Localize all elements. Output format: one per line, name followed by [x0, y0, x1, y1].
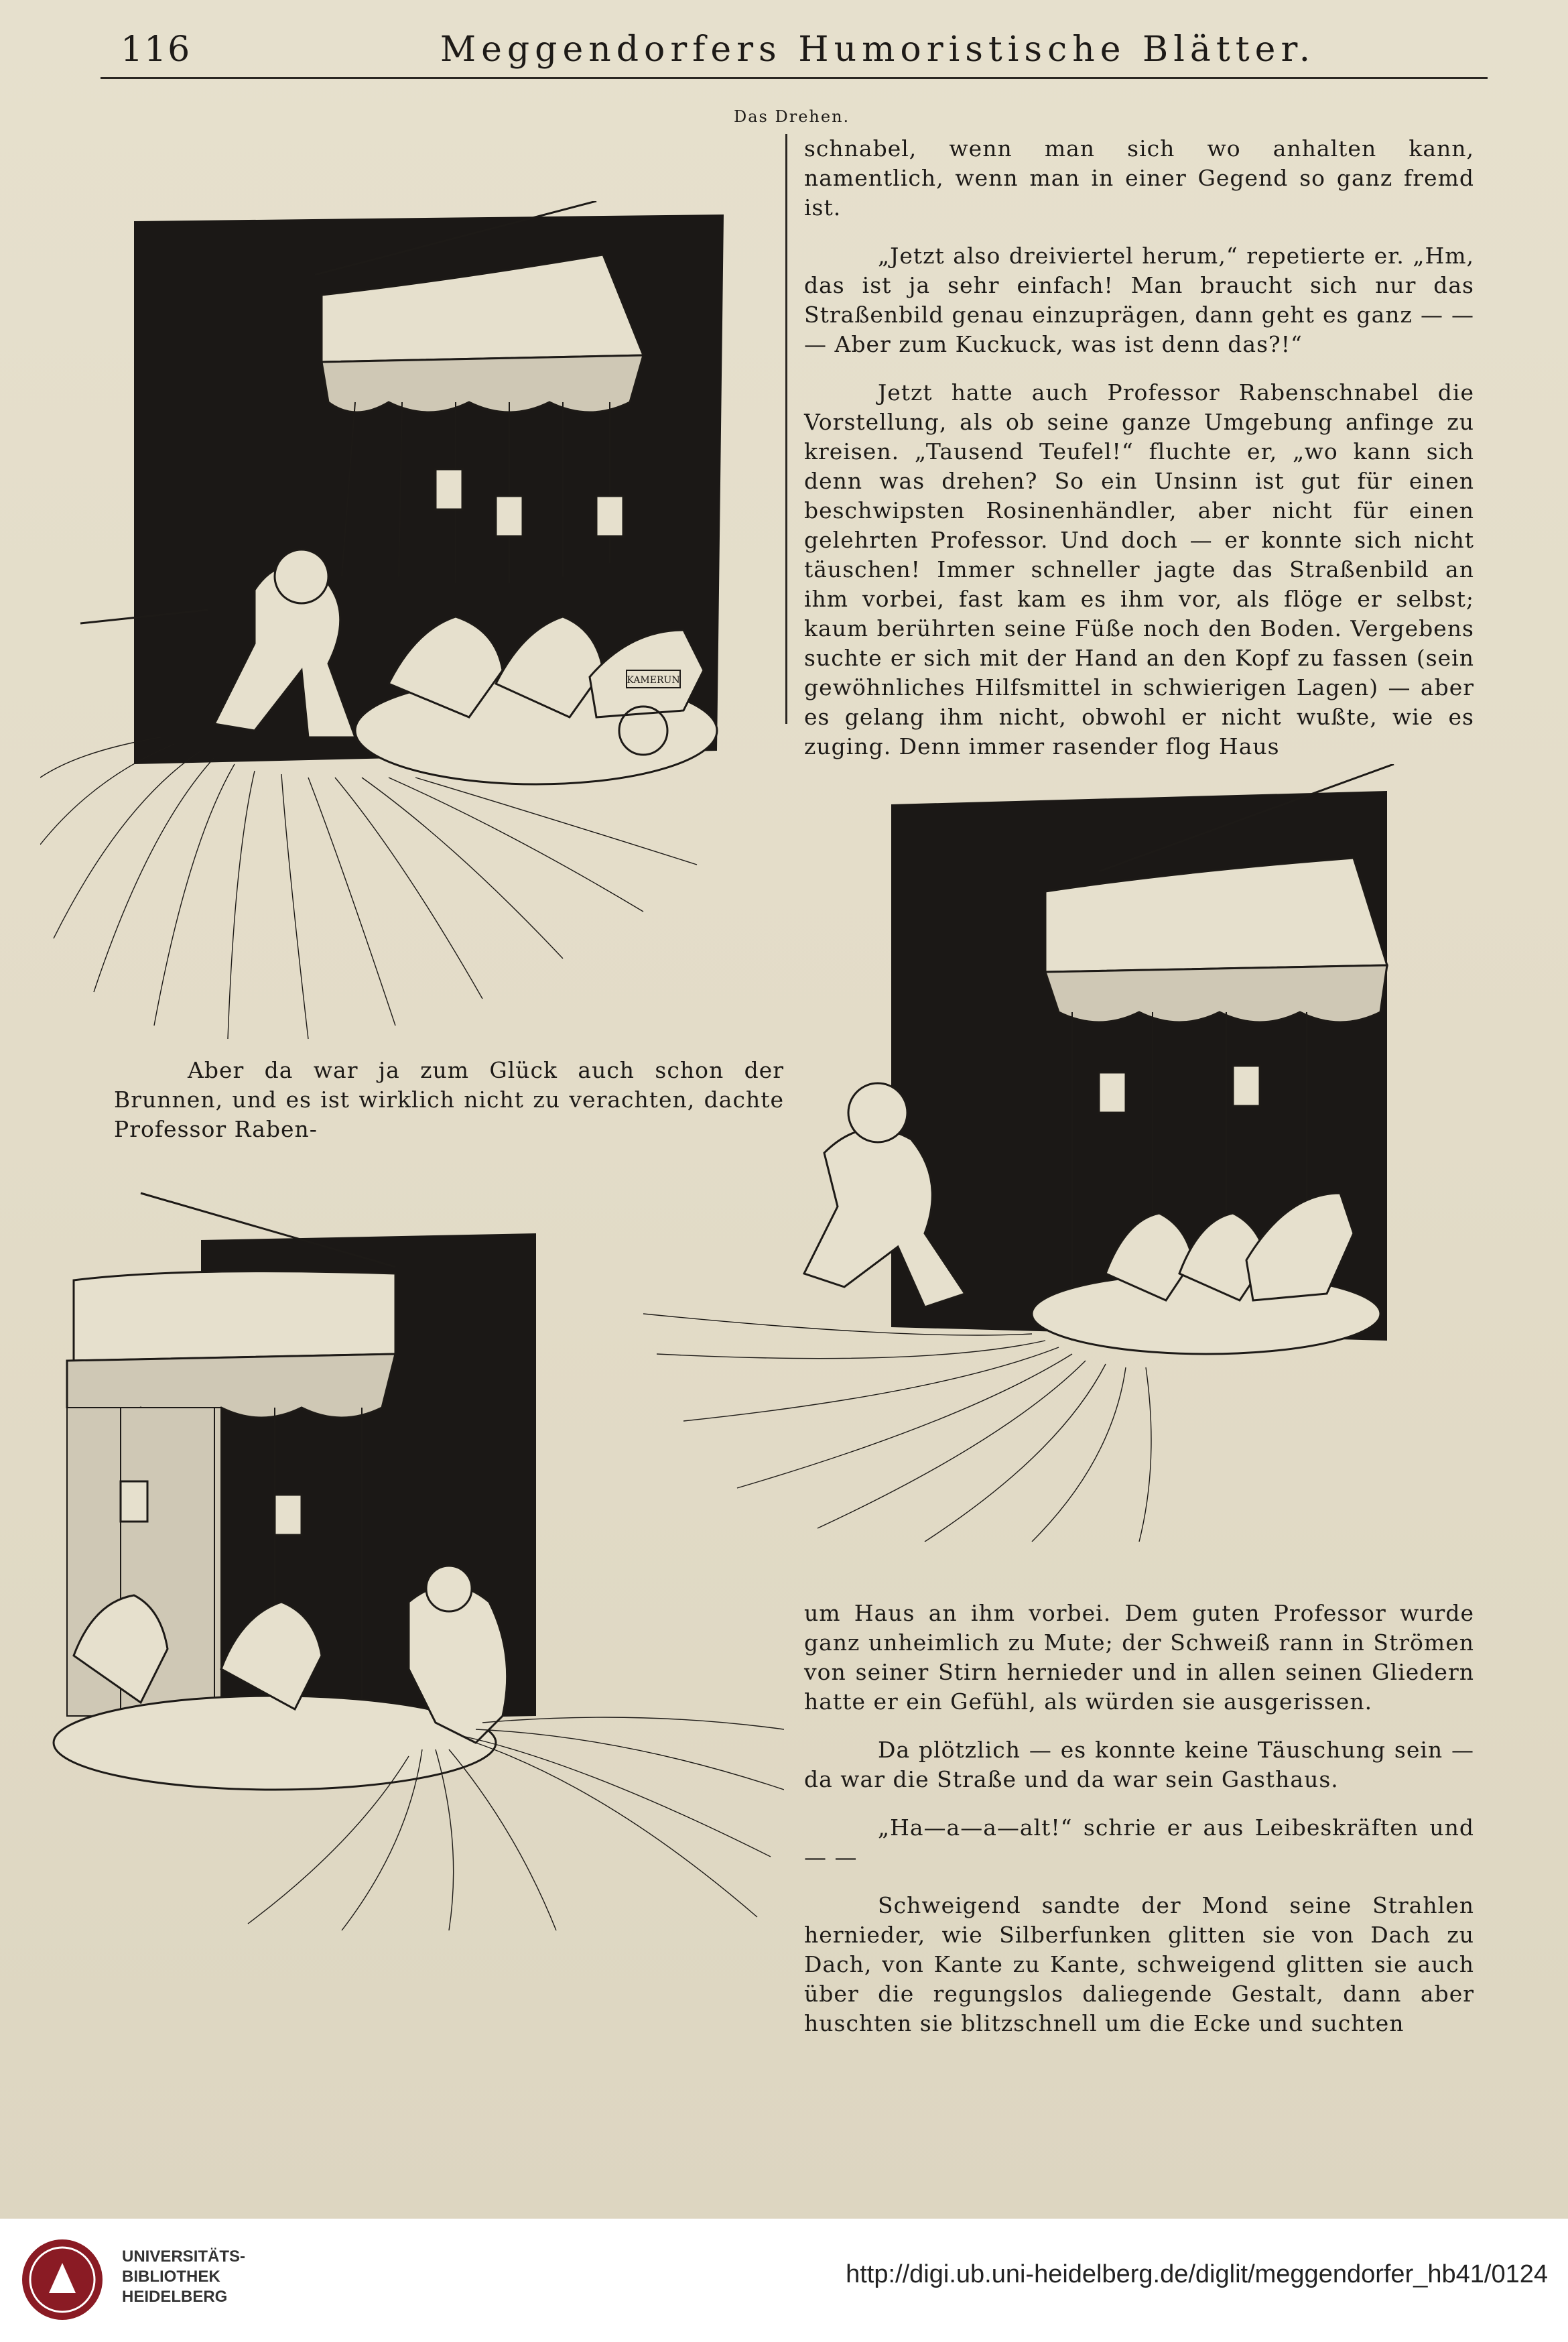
carousel-illustration-3	[47, 1186, 784, 1930]
cart-label: KAMERUN	[627, 675, 680, 686]
paragraph: Jetzt hatte auch Professor Rabenschnabel die Vorstellung, als ob seine ganze Umgebung anfinge zu kreisen. „Tausend Teufel!“ fluchte er, „wo kann sich denn was drehen? So ein Unsinn ist gut für einen beschwipsten Rosinenhändler, aber nicht für einen gelehrten Professor. Und doch — er konnte sich nicht täuschen! Immer schneller jagte das Straßenbild an ihm vorbei, fast kam es ihm vor, als flöge er selbst; kaum berührten seine Füße noch den Boden. Vergebens suchte er sich mit der Hand an den Kopf zu fassen (sein gewöhnliches Hilfsmittel in schwierigen Lagen) — aber es gelang ihm nicht, obwohl er nicht wußte, wie es zuging. Denn immer rasender flog Haus	[804, 379, 1474, 759]
logo-line: BIBLIOTHEK	[122, 2268, 220, 2286]
column-divider	[785, 134, 787, 724]
text-column-bottom	[804, 1599, 1474, 2057]
text-column-top	[804, 134, 1474, 780]
paragraph: Aber da war ja zum Glück auch schon der Brunnen, und es ist wirklich nicht zu verachten, dachte Professor Raben-	[114, 1057, 784, 1142]
paragraph: um Haus an ihm vorbei. Dem guten Professor wurde ganz unheimlich zu Mute; der Schweiß rann in Strömen von seiner Stirn hernieder und in allen seinen Gliedern hatte er ein Gefühl, als würden sie ausgerissen.	[804, 1600, 1474, 1715]
paragraph: „Jetzt also dreiviertel herum,“ repetierte er. „Hm, das ist ja sehr einfach! Man braucht sich nur das Straßenbild genau einzuprägen, dann geht es ganz — — — Aber zum Kuckuck, was ist denn das?!“	[804, 243, 1474, 357]
paragraph: Schweigend sandte der Mond seine Strahlen hernieder, wie Silberfunken glitten sie von Dach zu Dach, von Kante zu Kante, schweigend glitten sie auch über die regungslos daliegende Gestalt, dann aber huschten sie blitzschnell um die Ecke und suchten	[804, 1892, 1474, 2036]
running-title: Meggendorfers Humoristische Blätter.	[440, 29, 1316, 70]
illustration-caption: Das Drehen.	[734, 107, 850, 126]
university-seal-icon	[19, 2236, 106, 2323]
logo-line: HEIDELBERG	[122, 2288, 228, 2306]
paragraph: Da plötzlich — es konnte keine Täuschung sein — da war die Straße und da war sein Gasthaus.	[804, 1737, 1474, 1792]
header-rule	[101, 77, 1488, 79]
page-number: 116	[121, 29, 192, 70]
paragraph: „Ha—a—a—alt!“ schrie er aus Leibeskräften und — —	[804, 1814, 1474, 1870]
logo-line: UNIVERSITÄTS-	[122, 2247, 246, 2266]
library-logo-text	[122, 2247, 245, 2307]
source-url-link[interactable]: http://digi.ub.uni-heidelberg.de/diglit/meggendorfer_hb41/0124	[846, 2260, 1548, 2288]
paragraph: schnabel, wenn man sich wo anhalten kann, namentlich, wenn man in einer Gegend so ganz fremd ist.	[804, 135, 1474, 221]
